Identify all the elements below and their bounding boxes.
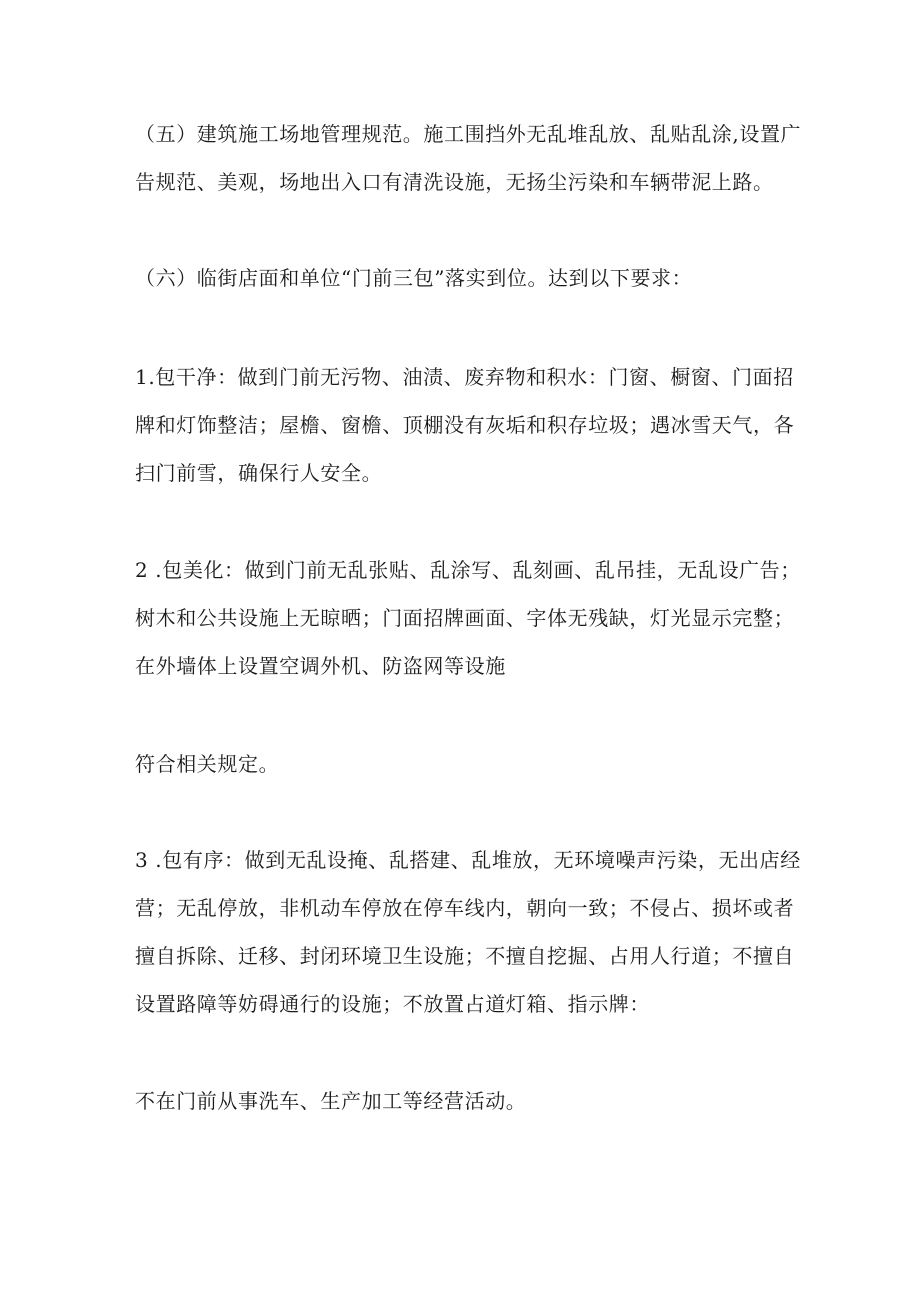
paragraph-line: （五）建筑施工场地管理规范。施工围挡外无乱堆乱放、乱贴乱涂,设置广 bbox=[135, 122, 802, 146]
paragraph-beautify bbox=[135, 546, 801, 690]
paragraph-line: 设置路障等妨碍通行的设施；不放置占道灯箱、指示牌： bbox=[135, 992, 650, 1016]
paragraph-line: 树木和公共设施上无晾晒；门面招牌画面、字体无残缺，灯光显示完整； bbox=[135, 606, 795, 630]
paragraph-keep-clean bbox=[135, 353, 795, 497]
paragraph-line: 不在门前从事洗车、生产加工等经营活动。 bbox=[135, 1089, 527, 1113]
paragraph-line: 2 .包美化：做到门前无乱张贴、乱涂写、乱刻画、乱吊挂，无乱设广告； bbox=[135, 558, 801, 582]
paragraph-keep-order bbox=[135, 836, 801, 1028]
paragraph-line: 3 .包有序：做到无乱设掩、乱搭建、乱堆放，无环境噪声污染，无出店经 bbox=[135, 848, 801, 872]
paragraph-line: 牌和灯饰整洁；屋檐、窗檐、顶棚没有灰垢和积存垃圾；遇冰雪天气，各 bbox=[135, 413, 795, 437]
paragraph-line: （六）临街店面和单位“门前三包”落实到位。达到以下要求： bbox=[135, 266, 693, 290]
paragraph-no-business-activity bbox=[135, 1077, 785, 1125]
paragraph-regulation-note bbox=[135, 740, 785, 788]
paragraph-line: 1.包干净：做到门前无污物、油渍、废弃物和积水：门窗、橱窗、门面招 bbox=[135, 365, 794, 389]
paragraph-construction-site bbox=[135, 110, 802, 206]
paragraph-line: 扫门前雪，确保行人安全。 bbox=[135, 461, 383, 485]
paragraph-line: 营；无乱停放，非机动车停放在停车线内，朝向一致；不侵占、损坏或者 bbox=[135, 896, 795, 920]
paragraph-line: 告规范、美观，场地出入口有清洗设施，无扬尘污染和车辆带泥上路。 bbox=[135, 170, 774, 194]
paragraph-line: 符合相关规定。 bbox=[135, 752, 280, 776]
paragraph-line: 在外墙体上设置空调外机、防盗网等设施 bbox=[135, 654, 506, 678]
paragraph-three-guarantees-heading bbox=[135, 254, 785, 302]
paragraph-line: 擅自拆除、迁移、封闭环境卫生设施；不擅自挖掘、占用人行道；不擅自 bbox=[135, 944, 795, 968]
